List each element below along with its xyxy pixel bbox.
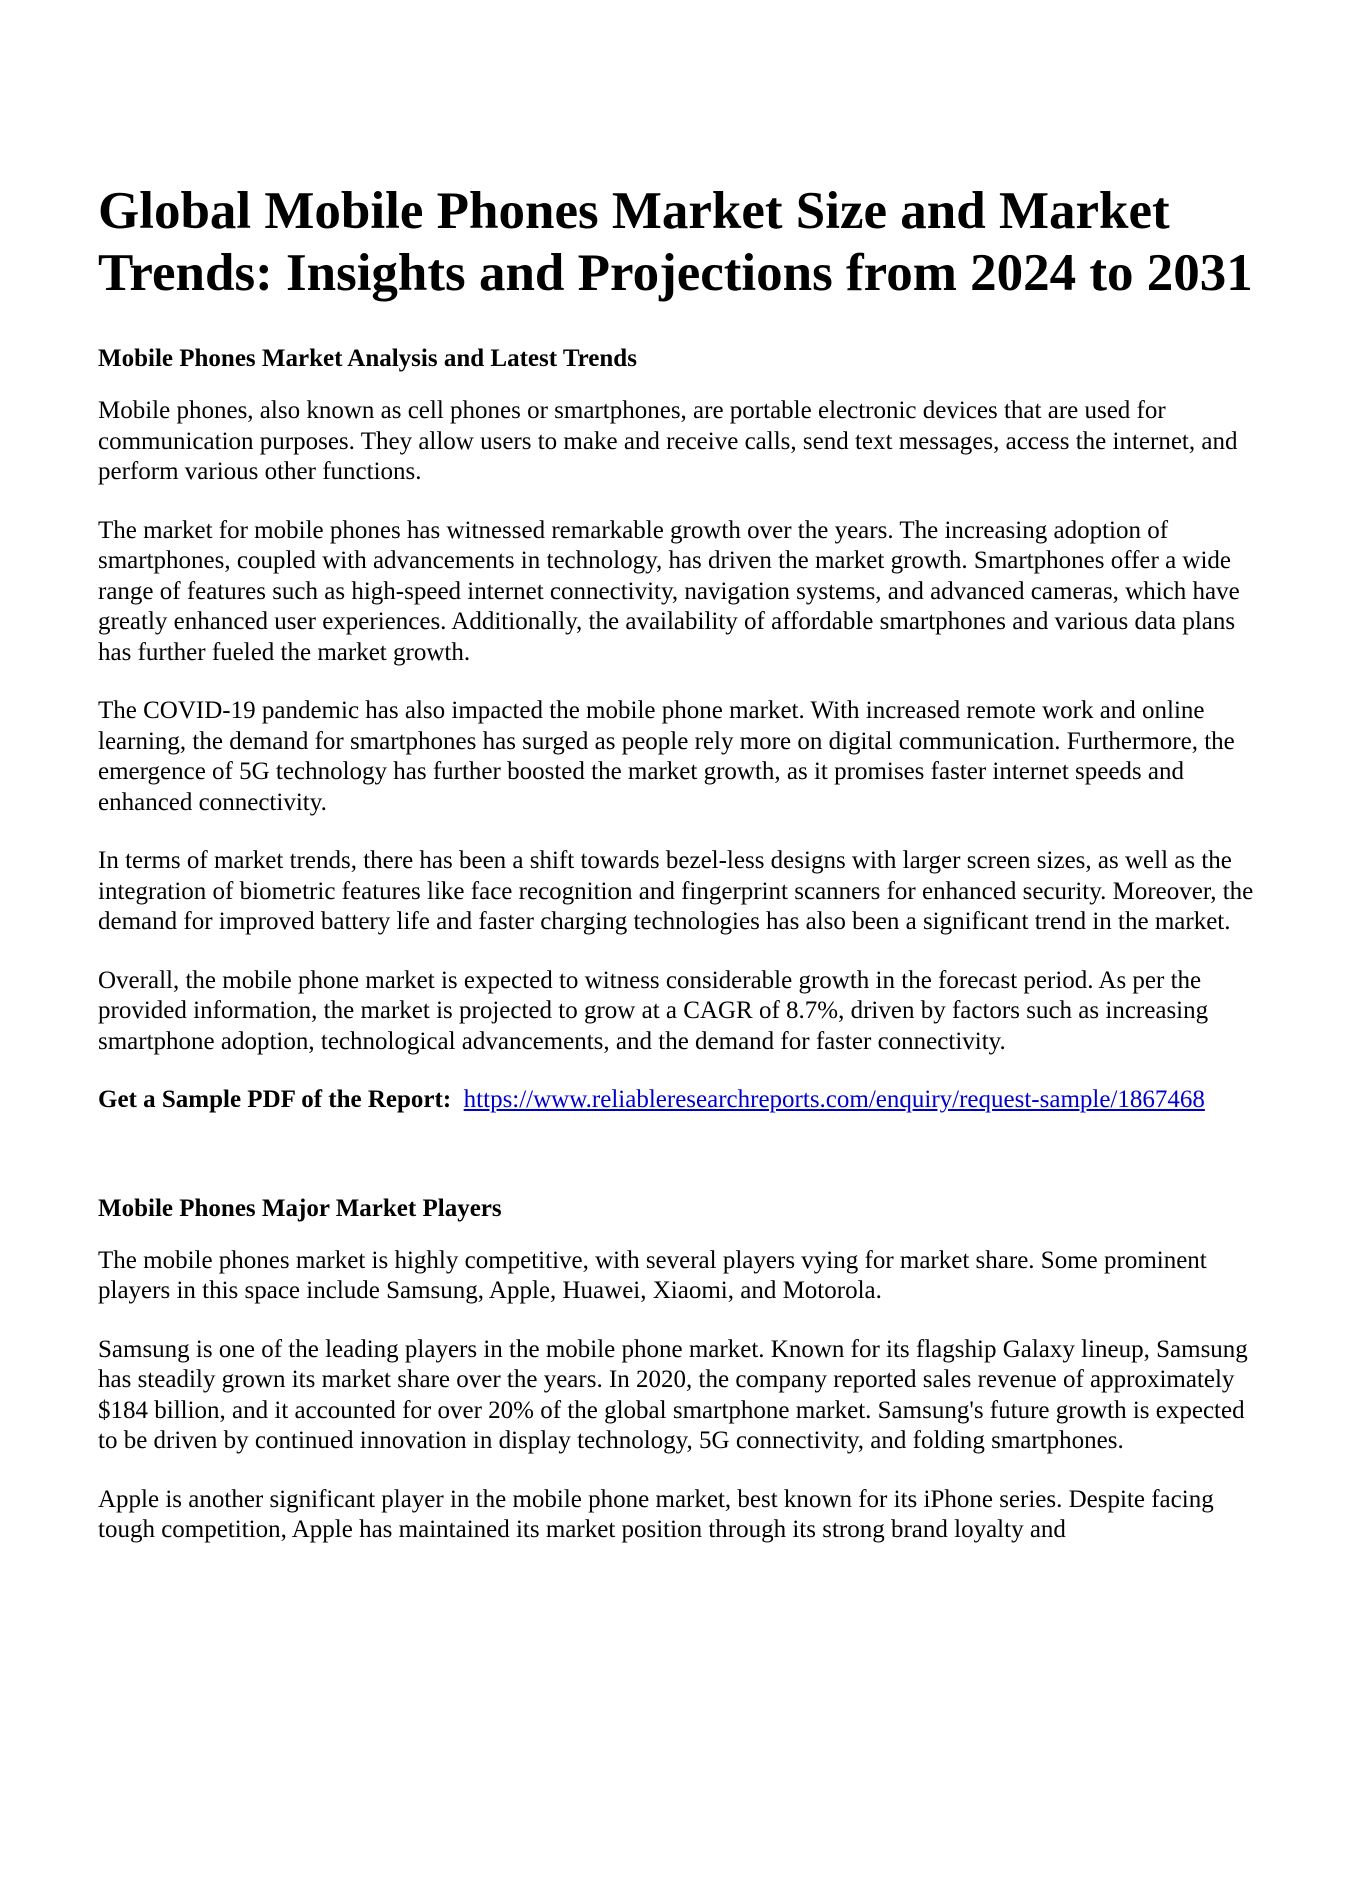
paragraph: The COVID-19 pandemic has also impacted the mobile phone market. With increased remote work and online learning, the demand for smartphones has surged as people rely more on digital communication. Furthermore, the emergence of 5G technology has further boosted the market growth, as it promises faster internet speeds and enhanced connectivity. [98, 697, 1235, 816]
section-heading-analysis: Mobile Phones Market Analysis and Latest Trends [98, 345, 637, 372]
sample-pdf-link[interactable]: https://www.reliableresearchreports.com/enquiry/request-sample/1867468 [463, 1086, 1205, 1113]
paragraph: In terms of market trends, there has been a shift towards bezel-less designs with larger screen sizes, as well as the integration of biometric features like face recognition and fingerprint scanners for enhanced security. Moreover, the demand for improved battery life and faster charging technologies has also been a significant trend in the market. [98, 847, 1254, 935]
paragraph: Mobile phones, also known as cell phones or smartphones, are portable electronic devices that are used for communication purposes. They allow users to make and receive calls, send text messages, access the internet, and perform various other functions. [98, 397, 1238, 485]
document-title: Global Mobile Phones Market Size and Market Trends: Insights and Projections from 2024 to 2031 [98, 182, 1253, 302]
sample-pdf-line [98, 1085, 1268, 1116]
paragraph: Overall, the mobile phone market is expected to witness considerable growth in the forecast period. As per the provided information, the market is projected to grow at a CAGR of 8.7%, driven by factors such as increasing smartphone adoption, technological advancements, and the demand for faster connectivity. [98, 966, 1209, 1055]
paragraph: Samsung is one of the leading players in the mobile phone market. Known for its flagship Galaxy lineup, Samsung has steadily grown its market share over the years. In 2020, the company reported sales revenue of approximately $184 billion, and it accounted for over 20% of the global smartphone market. Samsung's future growth is expected to be driven by continued innovation in display technology, 5G connectivity, and folding smartphones. [98, 1335, 1248, 1454]
document-page [98, 180, 1268, 1574]
paragraph: The market for mobile phones has witnessed remarkable growth over the years. The increasing adoption of smartphones, coupled with advancements in technology, has driven the market growth. Smartphones offer a wide range of features such as high-speed internet connectivity, navigation systems, and advanced cameras, which have greatly enhanced user experiences. Additionally, the availability of affordable smartphones and various data plans has further fueled the market growth. [98, 516, 1240, 666]
sample-pdf-label: Get a Sample PDF of the Report: [98, 1086, 452, 1113]
section-heading-players: Mobile Phones Major Market Players [98, 1194, 502, 1222]
paragraph: The mobile phones market is highly competitive, with several players vying for market share. Some prominent players in this space include Samsung, Apple, Huawei, Xiaomi, and Motorola. [98, 1246, 1207, 1304]
paragraph: Apple is another significant player in the mobile phone market, best known for its iPhone series. Despite facing tough competition, Apple has maintained its market position through its strong brand loyalty and [98, 1485, 1214, 1543]
